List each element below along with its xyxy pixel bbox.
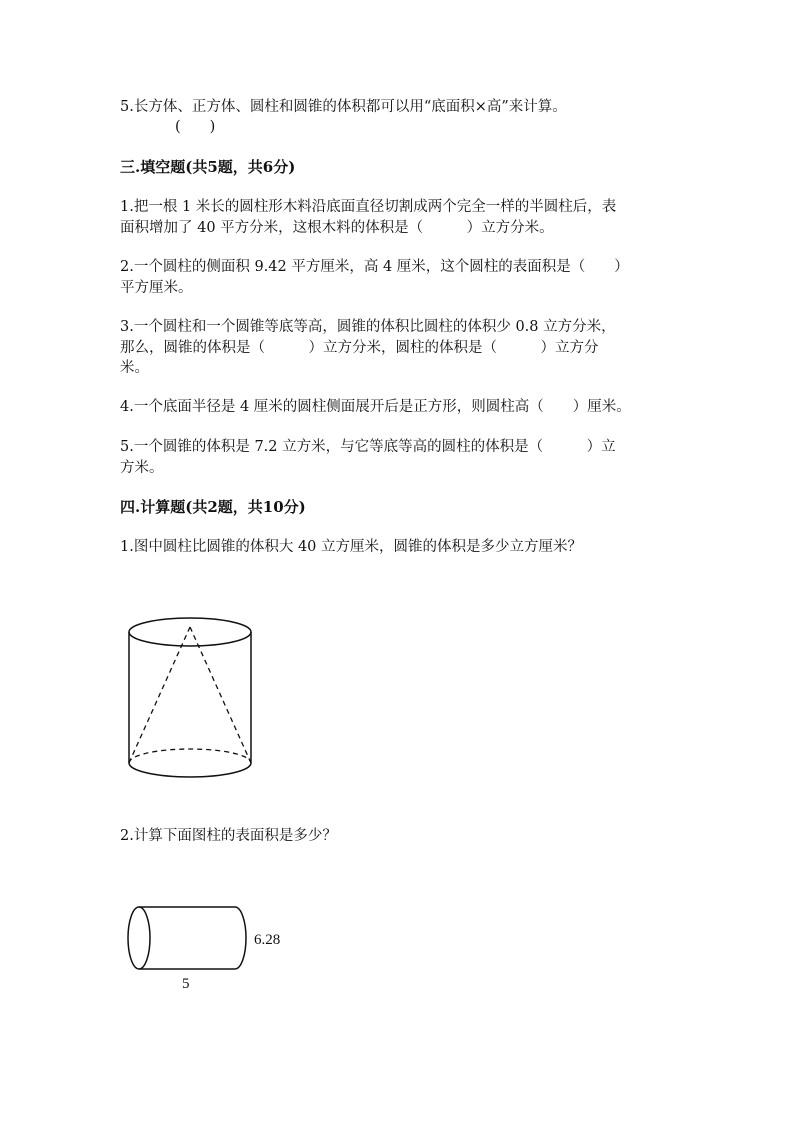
fill-q1-line1: 1.把一根 1 米长的圆柱形木料沿底面直径切割成两个完全一样的半圆柱后，表: [120, 199, 617, 215]
cylinder-cone-figure: [120, 608, 260, 788]
cylinder-top-ellipse: [129, 618, 251, 646]
judge-q5-line1: 5.长方体、正方体、圆柱和圆锥的体积都可以用“底面积×高”来计算。: [120, 99, 567, 115]
cylinder-left-end: [128, 907, 150, 969]
cone-right-slant: [190, 627, 251, 763]
fill-q3-line1: 3.一个圆柱和一个圆锥等底等高，圆锥的体积比圆柱的体积少 0.8 立方分米，: [120, 319, 616, 335]
fill-q4-line1: 4.一个底面半径是 4 厘米的圆柱侧面展开后是正方形，则圆柱高（ ）厘米。: [120, 399, 631, 415]
calc-q2-line1: 2.计算下面图柱的表面积是多少？: [120, 828, 337, 844]
fill-q3-line3: 米。: [120, 360, 149, 376]
cylinder-bottom-front-arc: [129, 763, 251, 777]
diameter-label: 6.28: [254, 932, 281, 948]
fill-q1-line2: 面积增加了 40 平方分米，这根木料的体积是（ ）立方分米。: [120, 220, 554, 236]
calc-q1-line1: 1.图中圆柱比圆锥的体积大 40 立方厘米，圆锥的体积是多少立方厘米？: [120, 539, 583, 555]
fill-q5-line1: 5.一个圆锥的体积是 7.2 立方米，与它等底等高的圆柱的体积是（ ）立: [120, 439, 616, 455]
fill-q3-line2: 那么，圆锥的体积是（ ）立方分米，圆柱的体积是（ ）立方分: [120, 340, 599, 356]
section-fill-blank-heading: 三.填空题(共5题，共6分): [120, 158, 296, 176]
judge-q5-answer-bracket: ( ): [175, 119, 216, 135]
cylinder-right-end-arc: [235, 907, 246, 969]
fill-q2-line2: 平方厘米。: [120, 280, 193, 296]
cylinder-bottom-back-arc: [129, 749, 251, 763]
horizontal-cylinder-figure: [120, 898, 300, 993]
section-calc-heading: 四.计算题(共2题，共10分): [120, 498, 306, 516]
fill-q2-line1: 2.一个圆柱的侧面积 9.42 平方厘米，高 4 厘米，这个圆柱的表面积是（ ）: [120, 259, 629, 275]
length-label: 5: [182, 976, 190, 992]
cone-left-slant: [129, 627, 190, 763]
fill-q5-line2: 方米。: [120, 460, 164, 476]
